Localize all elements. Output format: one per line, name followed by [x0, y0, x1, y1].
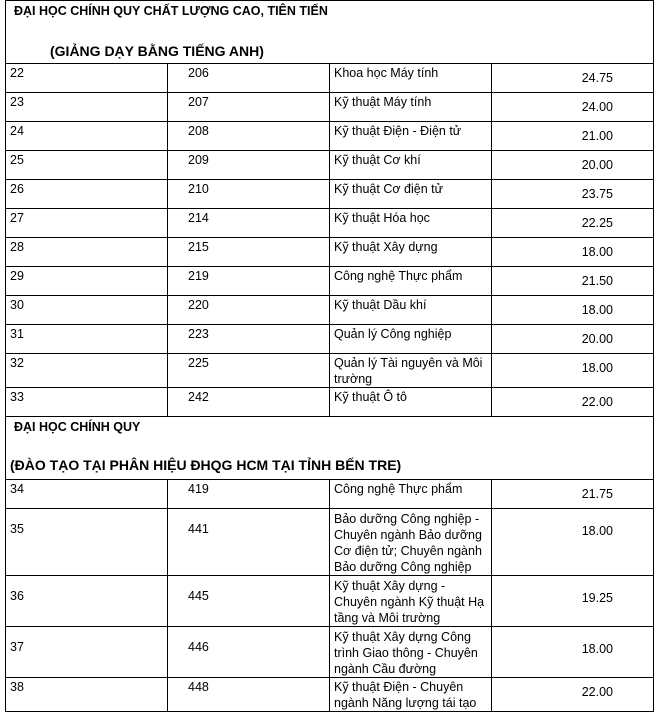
table-row — [6, 678, 654, 712]
major-code: 441 — [168, 509, 330, 576]
table-row — [6, 209, 654, 238]
row-number: 35 — [6, 509, 168, 576]
major-code: 419 — [168, 480, 330, 509]
table-row — [6, 93, 654, 122]
row-number: 32 — [6, 354, 168, 388]
table-row — [6, 151, 654, 180]
row-number: 37 — [6, 627, 168, 678]
major-name: Quản lý Tài nguyên và Môi trường — [330, 354, 492, 388]
major-name: Bảo dưỡng Công nghiệp - Chuyên ngành Bảo dưỡng Cơ điện tử; Chuyên ngành Bảo dưỡng Công nghiệp — [330, 509, 492, 576]
major-name: Kỹ thuật Điện - Điện tử — [330, 122, 492, 151]
cutoff-score: 18.00 — [492, 296, 654, 325]
section-subtitle: (GIẢNG DẠY BẰNG TIẾNG ANH) — [50, 43, 264, 59]
cutoff-score: 20.00 — [492, 325, 654, 354]
cutoff-score: 18.00 — [492, 509, 654, 576]
row-number: 34 — [6, 480, 168, 509]
row-number: 30 — [6, 296, 168, 325]
cutoff-score: 23.75 — [492, 180, 654, 209]
major-code: 206 — [168, 64, 330, 93]
major-name: Kỹ thuật Xây dựng - Chuyên ngành Kỹ thuật Hạ tầng và Môi trường — [330, 576, 492, 627]
section-header — [6, 1, 654, 64]
score-table — [5, 0, 654, 712]
section-title: ĐẠI HỌC CHÍNH QUY CHẤT LƯỢNG CAO, TIÊN TIẾN — [14, 4, 328, 18]
row-number: 25 — [6, 151, 168, 180]
admission-score-sheet — [5, 0, 654, 712]
table-row — [6, 388, 654, 417]
major-code: 210 — [168, 180, 330, 209]
table-row — [6, 238, 654, 267]
major-code: 446 — [168, 627, 330, 678]
major-name: Kỹ thuật Cơ khí — [330, 151, 492, 180]
cutoff-score: 21.75 — [492, 480, 654, 509]
major-code: 208 — [168, 122, 330, 151]
row-number: 23 — [6, 93, 168, 122]
table-row — [6, 627, 654, 678]
major-code: 225 — [168, 354, 330, 388]
row-number: 36 — [6, 576, 168, 627]
cutoff-score: 21.00 — [492, 122, 654, 151]
major-code: 223 — [168, 325, 330, 354]
cutoff-score: 22.00 — [492, 678, 654, 712]
major-name: Kỹ thuật Hóa học — [330, 209, 492, 238]
table-row — [6, 64, 654, 93]
major-code: 209 — [168, 151, 330, 180]
major-code: 220 — [168, 296, 330, 325]
table-row — [6, 122, 654, 151]
major-name: Kỹ thuật Điện - Chuyên ngành Năng lượng tái tạo — [330, 678, 492, 712]
cutoff-score: 19.25 — [492, 576, 654, 627]
cutoff-score: 21.50 — [492, 267, 654, 296]
row-number: 28 — [6, 238, 168, 267]
major-code: 214 — [168, 209, 330, 238]
section-subtitle: (ĐÀO TẠO TẠI PHÂN HIỆU ĐHQG HCM TẠI TỈNH BẾN TRE) — [10, 457, 402, 473]
table-row — [6, 509, 654, 576]
table-row — [6, 180, 654, 209]
row-number: 31 — [6, 325, 168, 354]
section-title: ĐẠI HỌC CHÍNH QUY — [14, 420, 141, 434]
major-code: 219 — [168, 267, 330, 296]
major-code: 242 — [168, 388, 330, 417]
major-code: 215 — [168, 238, 330, 267]
section-header-cell — [6, 1, 654, 64]
major-code: 207 — [168, 93, 330, 122]
major-name: Công nghệ Thực phẩm — [330, 480, 492, 509]
row-number: 27 — [6, 209, 168, 238]
row-number: 26 — [6, 180, 168, 209]
row-number: 24 — [6, 122, 168, 151]
row-number: 29 — [6, 267, 168, 296]
major-name: Kỹ thuật Ô tô — [330, 388, 492, 417]
major-name: Kỹ thuật Cơ điện tử — [330, 180, 492, 209]
table-row — [6, 296, 654, 325]
section-header — [6, 417, 654, 480]
section-header-cell — [6, 417, 654, 480]
table-row — [6, 576, 654, 627]
cutoff-score: 18.00 — [492, 354, 654, 388]
major-code: 448 — [168, 678, 330, 712]
cutoff-score: 22.25 — [492, 209, 654, 238]
table-row — [6, 325, 654, 354]
major-name: Quản lý Công nghiệp — [330, 325, 492, 354]
cutoff-score: 22.00 — [492, 388, 654, 417]
cutoff-score: 20.00 — [492, 151, 654, 180]
major-name: Khoa học Máy tính — [330, 64, 492, 93]
major-name: Kỹ thuật Máy tính — [330, 93, 492, 122]
table-row — [6, 354, 654, 388]
major-code: 445 — [168, 576, 330, 627]
major-name: Công nghệ Thực phẩm — [330, 267, 492, 296]
cutoff-score: 18.00 — [492, 627, 654, 678]
table-row — [6, 480, 654, 509]
cutoff-score: 24.00 — [492, 93, 654, 122]
row-number: 33 — [6, 388, 168, 417]
major-name: Kỹ thuật Dầu khí — [330, 296, 492, 325]
cutoff-score: 24.75 — [492, 64, 654, 93]
major-name: Kỹ thuật Xây dựng — [330, 238, 492, 267]
row-number: 38 — [6, 678, 168, 712]
table-row — [6, 267, 654, 296]
cutoff-score: 18.00 — [492, 238, 654, 267]
major-name: Kỹ thuật Xây dựng Công trình Giao thông - Chuyên ngành Cầu đường — [330, 627, 492, 678]
row-number: 22 — [6, 64, 168, 93]
